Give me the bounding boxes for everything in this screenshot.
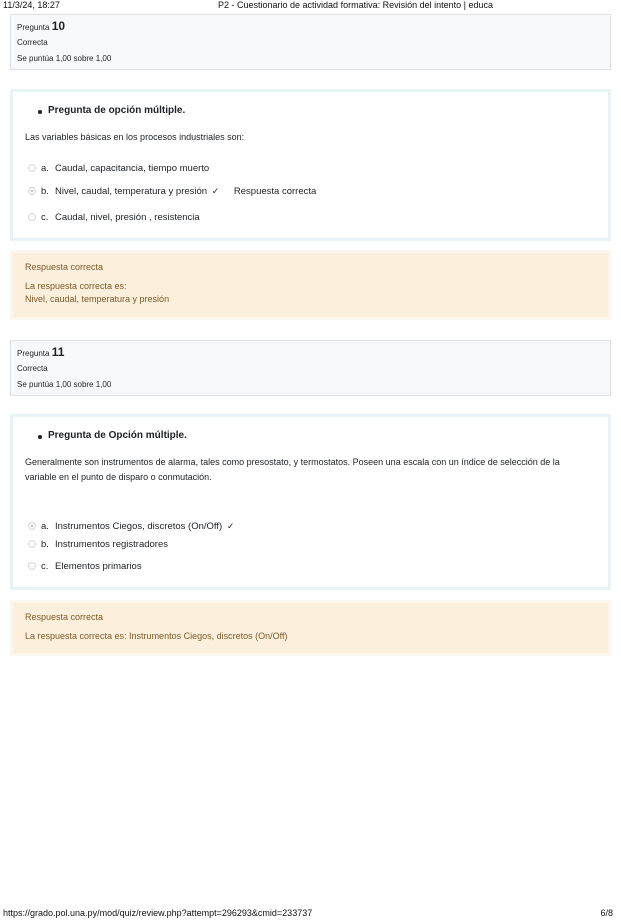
option-letter: b. — [41, 539, 49, 550]
print-title: P2 - Cuestionario de actividad formativa: Revisión del intento | educa — [218, 0, 493, 10]
print-footer — [0, 908, 621, 920]
option-text: Instrumentos Ciegos, discretos (On/Off) — [55, 521, 223, 532]
question-state: Correcta — [17, 38, 48, 47]
check-icon: ✓ — [211, 186, 220, 196]
question-formulation-11 — [10, 414, 611, 590]
question-info-11 — [10, 340, 611, 396]
answer-option-b[interactable] — [28, 539, 168, 551]
answer-option-b[interactable] — [28, 185, 316, 198]
question-info-10 — [10, 14, 611, 70]
print-header — [0, 0, 621, 12]
question-heading: Pregunta de Opción múltiple. — [48, 430, 187, 441]
option-letter: a. — [41, 163, 49, 174]
question-outcome-11 — [10, 600, 611, 656]
option-letter: c. — [41, 212, 49, 223]
outcome-title: Respuesta correcta — [25, 262, 104, 272]
question-text-line-2: variable en el punto de disparo o conmutación. — [25, 472, 212, 482]
outcome-title: Respuesta correcta — [25, 612, 104, 622]
question-heading: Pregunta de opción múltiple. — [48, 105, 186, 116]
radio-icon[interactable] — [28, 164, 36, 172]
answer-option-c[interactable] — [28, 212, 200, 224]
correct-answer-lead: La respuesta correcta es: — [25, 281, 127, 291]
radio-selected-icon[interactable] — [28, 522, 36, 530]
option-text: Instrumentos registradores — [55, 539, 168, 550]
question-grade: Se puntúa 1,00 sobre 1,00 — [17, 54, 112, 63]
page-url: https://grado.pol.una.py/mod/quiz/review.php?attempt=296293&cmid=233737 — [3, 908, 313, 918]
question-formulation-10 — [10, 89, 611, 241]
answer-option-c[interactable] — [28, 561, 142, 573]
question-number — [17, 19, 604, 35]
radio-selected-icon[interactable] — [28, 187, 36, 195]
option-text: Caudal, nivel, presión , resistencia — [55, 212, 200, 223]
radio-icon[interactable] — [28, 540, 36, 548]
correct-answer: La respuesta correcta es: Instrumentos Ciegos, discretos (On/Off) — [25, 631, 288, 641]
question-label: Pregunta — [17, 349, 50, 358]
correct-answer: Nivel, caudal, temperatura y presión — [25, 294, 170, 304]
option-letter: a. — [41, 521, 49, 532]
bullet-icon — [38, 435, 42, 439]
option-text: Caudal, capacitancia, tiempo muerto — [55, 163, 210, 174]
radio-icon[interactable] — [28, 562, 36, 570]
question-text: Las variables básicas en los procesos industriales son: — [25, 132, 245, 142]
answer-option-a[interactable] — [28, 163, 209, 175]
question-outcome-10 — [10, 250, 611, 320]
question-label: Pregunta — [17, 23, 50, 32]
bullet-icon — [38, 110, 42, 114]
question-grade: Se puntúa 1,00 sobre 1,00 — [17, 380, 112, 389]
option-text: Nivel, caudal, temperatura y presión — [55, 186, 208, 197]
question-number-value: 11 — [51, 345, 65, 359]
answer-option-a[interactable] — [28, 520, 234, 533]
option-letter: b. — [41, 186, 49, 197]
print-datetime: 11/3/24, 18:27 — [3, 0, 60, 10]
radio-icon[interactable] — [28, 213, 36, 221]
question-number-value: 10 — [51, 19, 66, 33]
option-text: Elementos primarios — [55, 561, 142, 572]
question-number — [17, 345, 604, 361]
question-state: Correcta — [17, 364, 48, 373]
check-icon: ✓ — [226, 521, 235, 531]
option-feedback: Respuesta correcta — [233, 186, 317, 197]
option-letter: c. — [41, 561, 49, 572]
page-number: 6/8 — [600, 908, 613, 918]
question-text-line-1: Generalmente son instrumentos de alarma, tales como presostato, y termostatos. Poseen una escala con un índice de selección de la — [25, 457, 560, 467]
